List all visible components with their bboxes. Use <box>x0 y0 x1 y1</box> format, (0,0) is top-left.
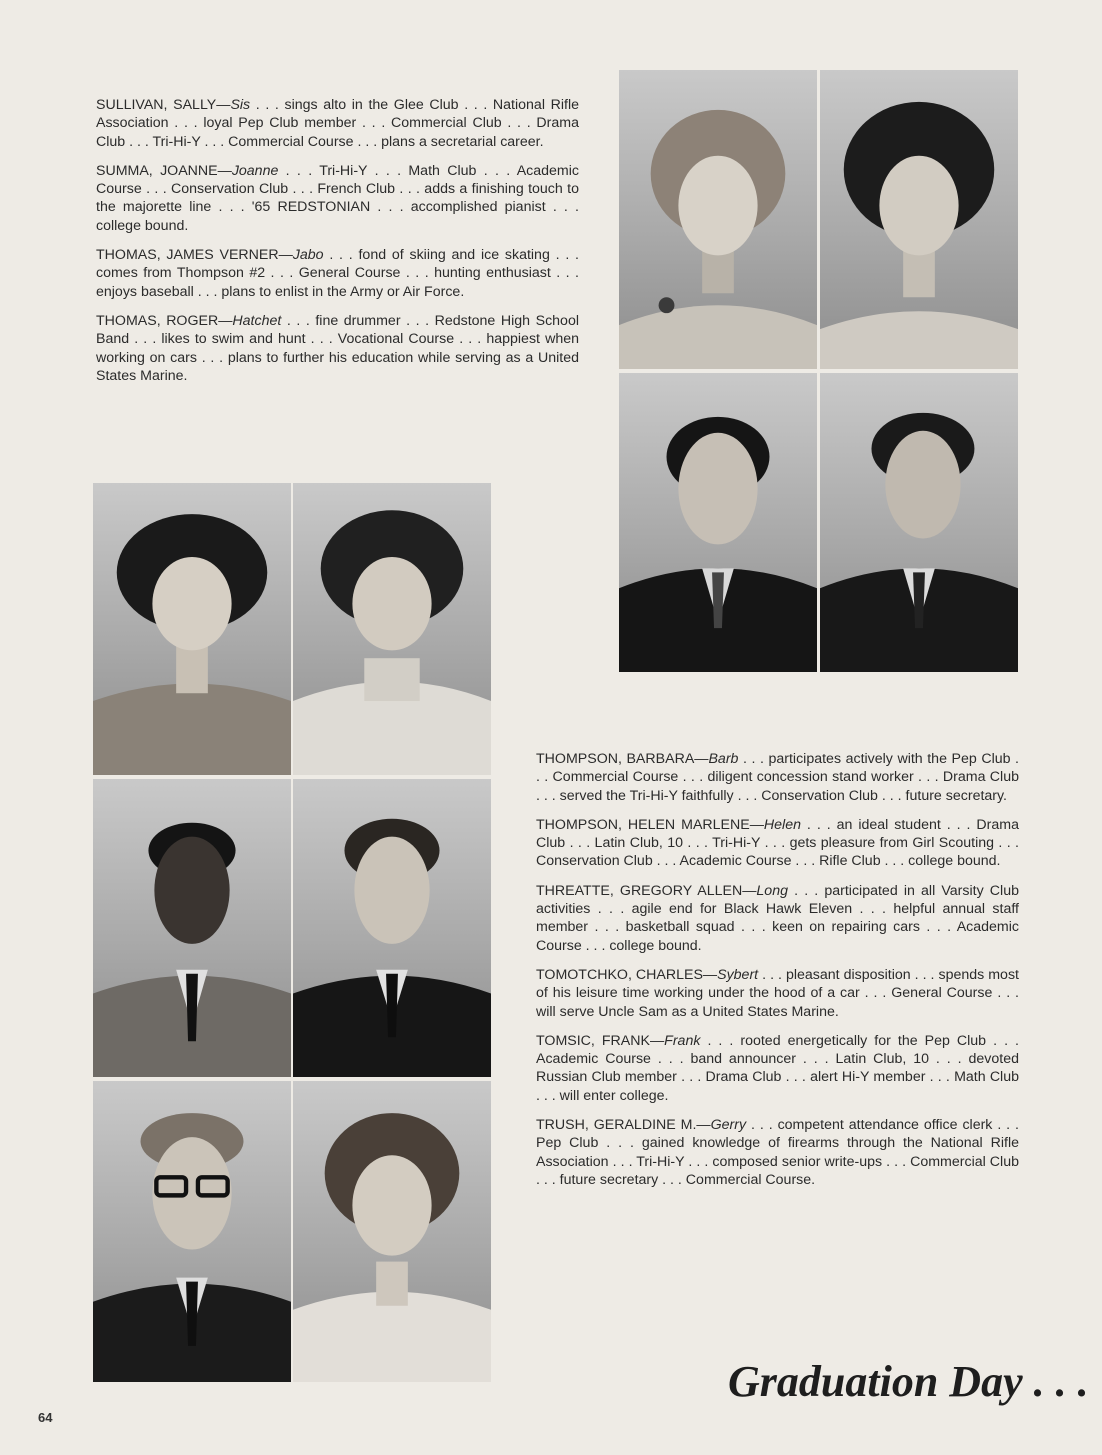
bio-entry: SULLIVAN, SALLY—Sis . . . sings alto in the Glee Club . . . National Rifle Association . . . loyal Pep Club member . . . Commercial Club . . . Drama Club . . . Tri-Hi-Y . . . Commercial Course . . . plans a secretarial career. <box>96 97 579 150</box>
portrait-photo <box>293 483 491 775</box>
bio-entry: THREATTE, GREGORY ALLEN—Long . . . participated in all Varsity Club activities . . . agile end for Black Hawk Eleven . . . helpful annual staff member . . . basketball squad . . . keen on repairing cars . . . Academic Course . . . college bound. <box>536 882 1019 954</box>
bio-entry: THOMPSON, HELEN MARLENE—Helen . . . an ideal student . . . Drama Club . . . Latin Club, 10 . . . Tri-Hi-Y . . . gets pleasure from Girl Scouting . . . Conservation Club . . . Academic Course . . . Rifle Club . . . college bound. <box>536 816 1019 870</box>
caption: Graduation Day . . . <box>728 1357 1089 1406</box>
bio-entry: TOMSIC, FRANK—Frank . . . rooted energetically for the Pep Club . . . Academic Course . . . band announcer . . . Latin Club, 10 . . . devoted Russian Club member . . . Drama Club . . . alert Hi-Y member . . . Math Club . . . will enter college. <box>536 1032 1019 1104</box>
bio-entry: TRUSH, GERALDINE M.—Gerry . . . competent attendance office clerk . . . Pep Club . . . gained knowledge of firearms through the National Rifle Association . . . Tri-Hi-Y . . . composed senior write-ups . . . Commercial Club . . . future secretary . . . Commercial Course. <box>536 1117 1019 1188</box>
bio-entry: SUMMA, JOANNE—Joanne . . . Tri-Hi-Y . . . Math Club . . . Academic Course . . . Conservation Club . . . French Club . . . adds a finishing touch to the majorette line . . . '65 REDSTONIAN . . . accomplished pianist . . . college bound. <box>96 162 579 234</box>
portrait-photo <box>93 1081 291 1382</box>
bio-entry: TOMOTCHKO, CHARLES—Sybert . . . pleasant disposition . . . spends most of his leisure time working under the hood of a car . . . General Course . . . will serve Uncle Sam as a United States Marine. <box>536 966 1019 1020</box>
bio-entry: THOMAS, ROGER—Hatchet . . . fine drummer . . . Redstone High School Band . . . likes to swim and hunt . . . Vocational Course . . . happiest when working on cars . . . plans to further his education while serving as a United States Marine. <box>96 312 579 384</box>
portrait-photo <box>820 373 1018 672</box>
portrait-photo <box>293 779 491 1077</box>
bio-entry: THOMPSON, BARBARA—Barb . . . participates actively with the Pep Club . . . Commercial Course . . . diligent concession stand worker . . . Drama Club . . . served the Tri-Hi-Y faithfully . . . Conservation Club . . . future secretary. <box>536 751 1019 804</box>
portrait-photo <box>820 70 1018 369</box>
portrait-photo <box>619 70 817 369</box>
portrait-photo <box>93 779 291 1077</box>
portrait-photo <box>293 1081 491 1382</box>
bio-entry: THOMAS, JAMES VERNER—Jabo . . . fond of skiing and ice skating . . . comes from Thompson #2 . . . General Course . . . hunting enthusiast . . . enjoys baseball . . . plans to enlist in the Army or Air Force. <box>96 247 579 300</box>
portrait-photo <box>93 483 291 775</box>
page-number: 64 <box>38 1410 53 1425</box>
bio-column-top <box>96 96 579 396</box>
bio-column-bottom <box>536 750 1019 1200</box>
portrait-photo <box>619 373 817 672</box>
